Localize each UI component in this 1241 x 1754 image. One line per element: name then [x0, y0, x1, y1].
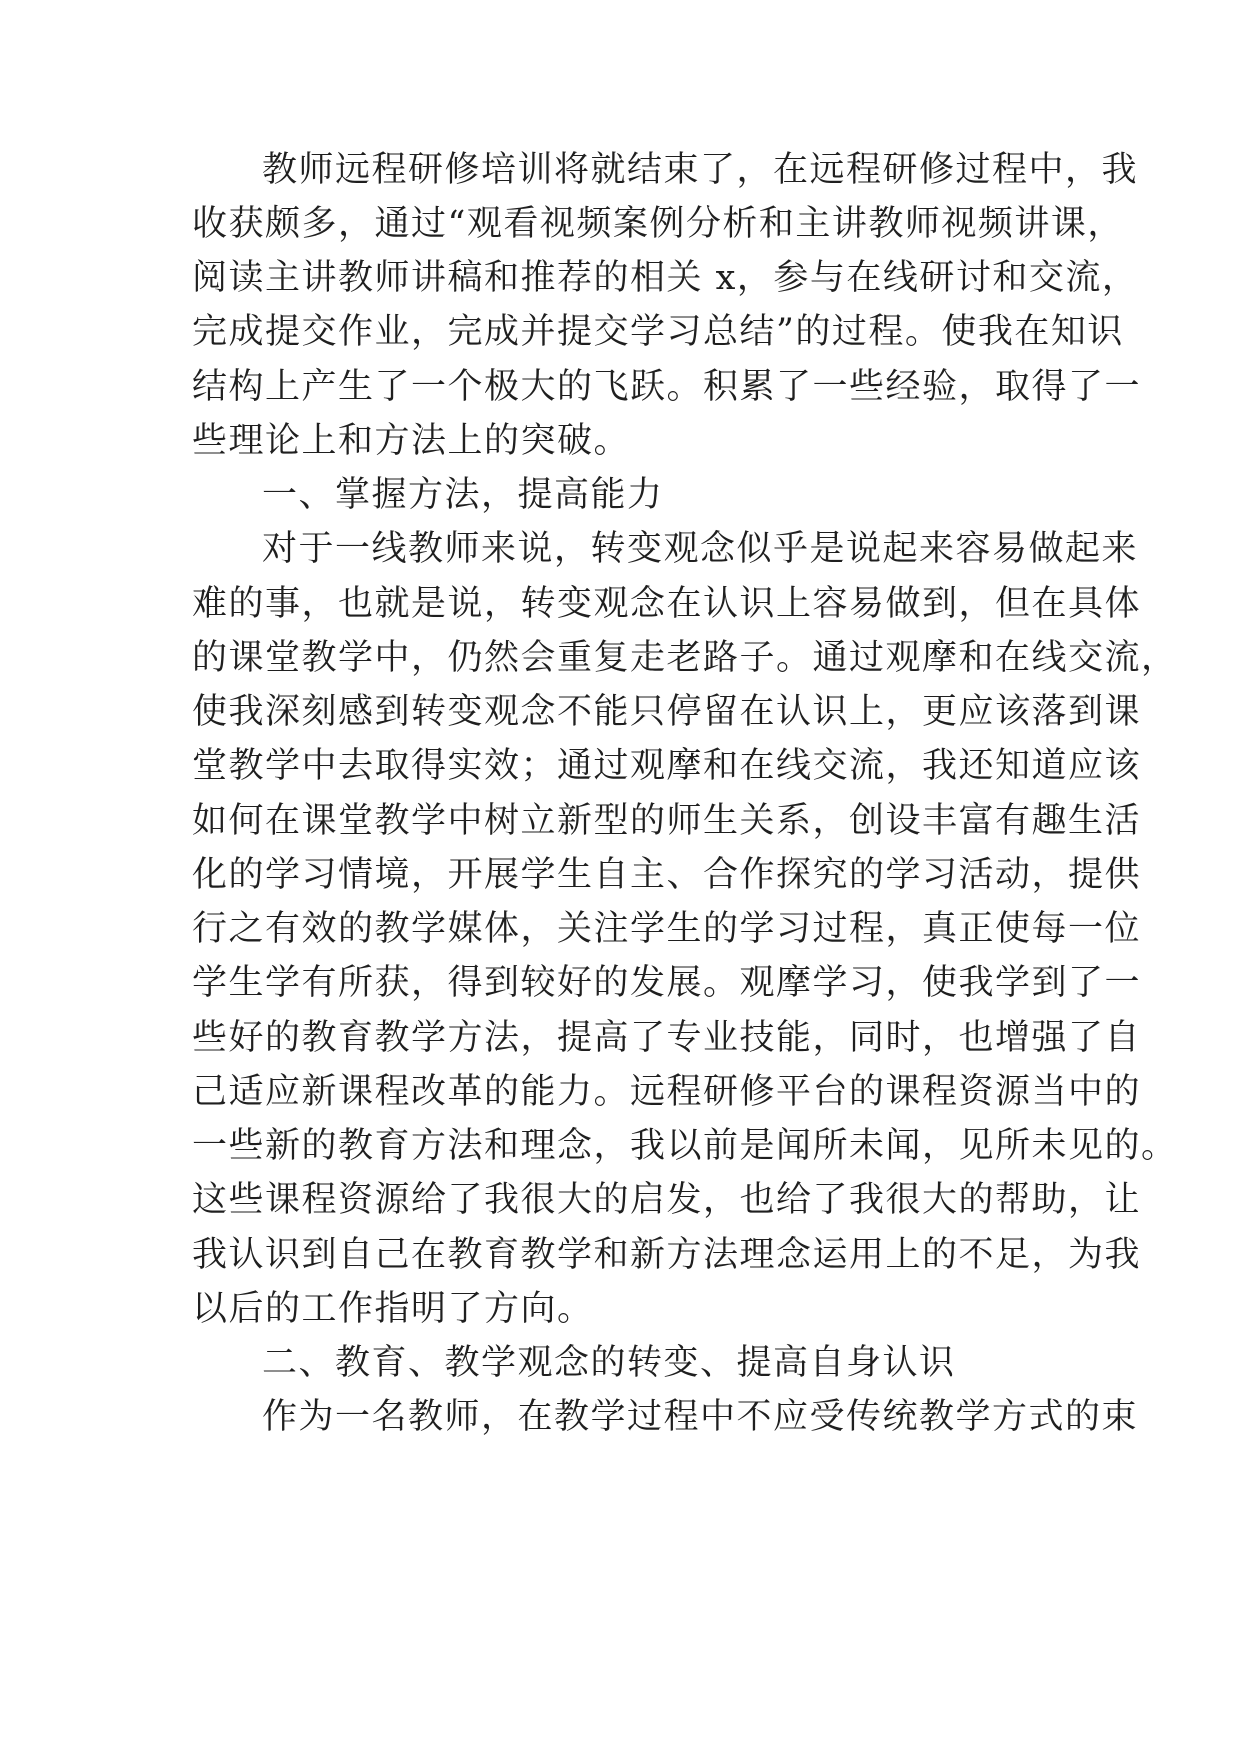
paragraph-line: 的课堂教学中，仍然会重复走老路子。通过观摩和在线交流， [192, 638, 1178, 678]
paragraph-line: 收获颇多，通过“观看视频案例分析和主讲教师视频讲课， [192, 204, 1124, 244]
paragraph-line: 如何在课堂教学中树立新型的师生关系，创设丰富有趣生活 [192, 801, 1142, 841]
paragraph-line: 些理论上和方法上的突破。 [192, 421, 631, 461]
paragraph-line: 行之有效的教学媒体，关注学生的学习过程，真正使每一位 [192, 909, 1142, 949]
paragraph-line: 堂教学中去取得实效；通过观摩和在线交流，我还知道应该 [192, 746, 1142, 786]
paragraph-line: 些好的教育教学方法，提高了专业技能，同时，也增强了自 [192, 1018, 1142, 1058]
paragraph-line: 这些课程资源给了我很大的启发，也给了我很大的帮助，让 [192, 1180, 1142, 1220]
paragraph-line: 完成提交作业，完成并提交学习总结”的过程。使我在知识 [192, 312, 1124, 352]
paragraph-line: 化的学习情境，开展学生自主、合作探究的学习活动，提供 [192, 855, 1142, 895]
paragraph-line: 教师远程研修培训将就结束了，在远程研修过程中，我 [262, 150, 1139, 190]
paragraph-line: 阅读主讲教师讲稿和推荐的相关 x，参与在线研讨和交流， [192, 258, 1139, 298]
paragraph-line: 对于一线教师来说，转变观念似乎是说起来容易做起来 [262, 529, 1139, 569]
paragraph-line: 结构上产生了一个极大的飞跃。积累了一些经验，取得了一 [192, 367, 1142, 407]
paragraph-line: 己适应新课程改革的能力。远程研修平台的课程资源当中的 [192, 1072, 1142, 1112]
paragraph-line: 难的事，也就是说，转变观念在认识上容易做到，但在具体 [192, 584, 1142, 624]
paragraph-line: 作为一名教师，在教学过程中不应受传统教学方式的束 [262, 1397, 1139, 1437]
paragraph-line: 一些新的教育方法和理念，我以前是闻所未闻，见所未见的。 [192, 1126, 1178, 1166]
section-heading: 二、教育、教学观念的转变、提高自身认识 [262, 1343, 956, 1383]
paragraph-line: 使我深刻感到转变观念不能只停留在认识上，更应该落到课 [192, 692, 1142, 732]
paragraph-line: 我认识到自己在教育教学和新方法理念运用上的不足，为我 [192, 1235, 1142, 1275]
paragraph-line: 学生学有所获，得到较好的发展。观摩学习，使我学到了一 [192, 963, 1142, 1003]
paragraph-line: 以后的工作指明了方向。 [192, 1289, 594, 1329]
section-heading: 一、掌握方法，提高能力 [262, 475, 664, 515]
